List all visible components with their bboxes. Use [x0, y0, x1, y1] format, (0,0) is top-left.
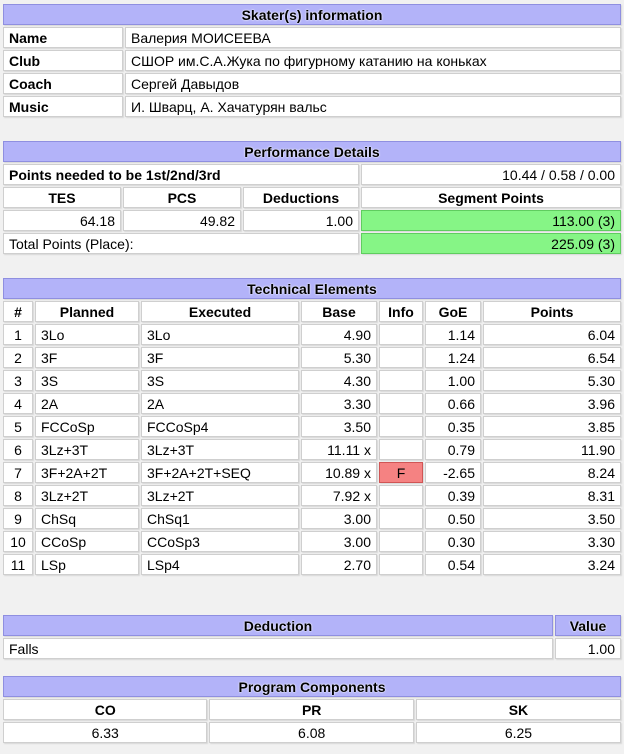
element-info [379, 508, 423, 529]
element-number: 4 [3, 393, 33, 414]
club-value: СШОР им.С.А.Жука по фигурному катанию на коньках [125, 50, 621, 71]
component-pr-value: 6.08 [209, 722, 413, 743]
element-planned: 3Lz+3T [35, 439, 139, 460]
table-row [3, 554, 621, 575]
element-planned: FCCoSp [35, 416, 139, 437]
deduction-value-header: Value [555, 615, 621, 636]
element-base: 7.92 x [301, 485, 377, 506]
element-info [379, 324, 423, 345]
element-number: 1 [3, 324, 33, 345]
tes-value: 64.18 [3, 210, 121, 231]
element-planned: 3Lo [35, 324, 139, 345]
element-base: 3.00 [301, 508, 377, 529]
element-goe: 0.50 [425, 508, 481, 529]
element-base: 5.30 [301, 347, 377, 368]
element-base: 3.50 [301, 416, 377, 437]
element-executed: 3Lz+3T [141, 439, 299, 460]
element-base: 4.90 [301, 324, 377, 345]
element-goe: 1.24 [425, 347, 481, 368]
table-row [3, 462, 621, 483]
element-planned: ChSq [35, 508, 139, 529]
table-row [3, 393, 621, 414]
element-info [379, 370, 423, 391]
element-planned: 3F+2A+2T [35, 462, 139, 483]
deductions-value: 1.00 [243, 210, 359, 231]
col-number: # [3, 301, 33, 322]
component-sk-value: 6.25 [416, 722, 621, 743]
music-label: Music [3, 96, 123, 117]
element-executed: 3S [141, 370, 299, 391]
element-planned: 3Lz+2T [35, 485, 139, 506]
name-label: Name [3, 27, 123, 48]
element-planned: 3F [35, 347, 139, 368]
element-info [379, 531, 423, 552]
element-executed: 3F+2A+2T+SEQ [141, 462, 299, 483]
col-base: Base [301, 301, 377, 322]
table-row [3, 324, 621, 345]
deductions-header: Deductions [243, 187, 359, 208]
element-points: 3.50 [483, 508, 621, 529]
element-points: 8.31 [483, 485, 621, 506]
element-points: 3.96 [483, 393, 621, 414]
element-goe: 0.79 [425, 439, 481, 460]
coach-label: Coach [3, 73, 123, 94]
element-points: 3.30 [483, 531, 621, 552]
pcs-value: 49.82 [123, 210, 241, 231]
element-points: 6.54 [483, 347, 621, 368]
element-goe: 0.35 [425, 416, 481, 437]
table-row [3, 531, 621, 552]
element-points: 5.30 [483, 370, 621, 391]
element-planned: CCoSp [35, 531, 139, 552]
element-executed: FCCoSp4 [141, 416, 299, 437]
element-number: 5 [3, 416, 33, 437]
element-info [379, 416, 423, 437]
technical-elements-table [1, 276, 623, 577]
pcs-header: PCS [123, 187, 241, 208]
element-points: 3.24 [483, 554, 621, 575]
element-number: 7 [3, 462, 33, 483]
element-info: F [379, 462, 423, 483]
component-co-header: CO [3, 699, 207, 720]
name-value: Валерия МОИСЕЕВА [125, 27, 621, 48]
element-points: 8.24 [483, 462, 621, 483]
element-goe: 1.00 [425, 370, 481, 391]
component-sk-header: SK [416, 699, 621, 720]
performance-header: Performance Details [3, 141, 621, 162]
performance-table [1, 139, 623, 256]
col-planned: Planned [35, 301, 139, 322]
element-executed: ChSq1 [141, 508, 299, 529]
element-executed: 3Lo [141, 324, 299, 345]
table-row [3, 485, 621, 506]
col-points: Points [483, 301, 621, 322]
element-number: 3 [3, 370, 33, 391]
element-planned: LSp [35, 554, 139, 575]
element-number: 6 [3, 439, 33, 460]
coach-value: Сергей Давыдов [125, 73, 621, 94]
music-value: И. Шварц, А. Хачатурян вальс [125, 96, 621, 117]
points-needed-value: 10.44 / 0.58 / 0.00 [361, 164, 621, 185]
program-components-table [1, 674, 623, 745]
skater-info-table [1, 2, 623, 119]
tes-header: TES [3, 187, 121, 208]
element-executed: 3Lz+2T [141, 485, 299, 506]
club-label: Club [3, 50, 123, 71]
element-base: 10.89 x [301, 462, 377, 483]
element-points: 6.04 [483, 324, 621, 345]
element-info [379, 439, 423, 460]
falls-value: 1.00 [555, 638, 621, 659]
element-base: 11.11 x [301, 439, 377, 460]
deduction-header: Deduction [3, 615, 553, 636]
element-number: 2 [3, 347, 33, 368]
total-points-label: Total Points (Place): [3, 233, 359, 254]
element-goe: 0.54 [425, 554, 481, 575]
element-goe: 1.14 [425, 324, 481, 345]
element-goe: -2.65 [425, 462, 481, 483]
element-points: 11.90 [483, 439, 621, 460]
component-co-value: 6.33 [3, 722, 207, 743]
element-goe: 0.66 [425, 393, 481, 414]
total-points-value: 225.09 (3) [361, 233, 621, 254]
element-planned: 2A [35, 393, 139, 414]
element-info [379, 393, 423, 414]
element-executed: CCoSp3 [141, 531, 299, 552]
element-goe: 0.30 [425, 531, 481, 552]
element-goe: 0.39 [425, 485, 481, 506]
element-info [379, 554, 423, 575]
element-points: 3.85 [483, 416, 621, 437]
falls-label: Falls [3, 638, 553, 659]
table-row [3, 370, 621, 391]
element-base: 2.70 [301, 554, 377, 575]
element-number: 8 [3, 485, 33, 506]
element-number: 11 [3, 554, 33, 575]
element-number: 9 [3, 508, 33, 529]
col-goe: GoE [425, 301, 481, 322]
element-executed: 2A [141, 393, 299, 414]
table-row [3, 416, 621, 437]
element-base: 4.30 [301, 370, 377, 391]
col-info: Info [379, 301, 423, 322]
points-needed-label: Points needed to be 1st/2nd/3rd [3, 164, 359, 185]
segment-points-header: Segment Points [361, 187, 621, 208]
element-base: 3.30 [301, 393, 377, 414]
program-components-header: Program Components [3, 676, 621, 697]
element-planned: 3S [35, 370, 139, 391]
element-info [379, 485, 423, 506]
deduction-table [1, 613, 623, 661]
table-row [3, 439, 621, 460]
table-row [3, 508, 621, 529]
component-pr-header: PR [209, 699, 413, 720]
element-base: 3.00 [301, 531, 377, 552]
technical-elements-header: Technical Elements [3, 278, 621, 299]
skater-info-header: Skater(s) information [3, 4, 621, 25]
segment-points-value: 113.00 (3) [361, 210, 621, 231]
col-executed: Executed [141, 301, 299, 322]
table-row [3, 347, 621, 368]
element-executed: LSp4 [141, 554, 299, 575]
element-executed: 3F [141, 347, 299, 368]
element-number: 10 [3, 531, 33, 552]
element-info [379, 347, 423, 368]
